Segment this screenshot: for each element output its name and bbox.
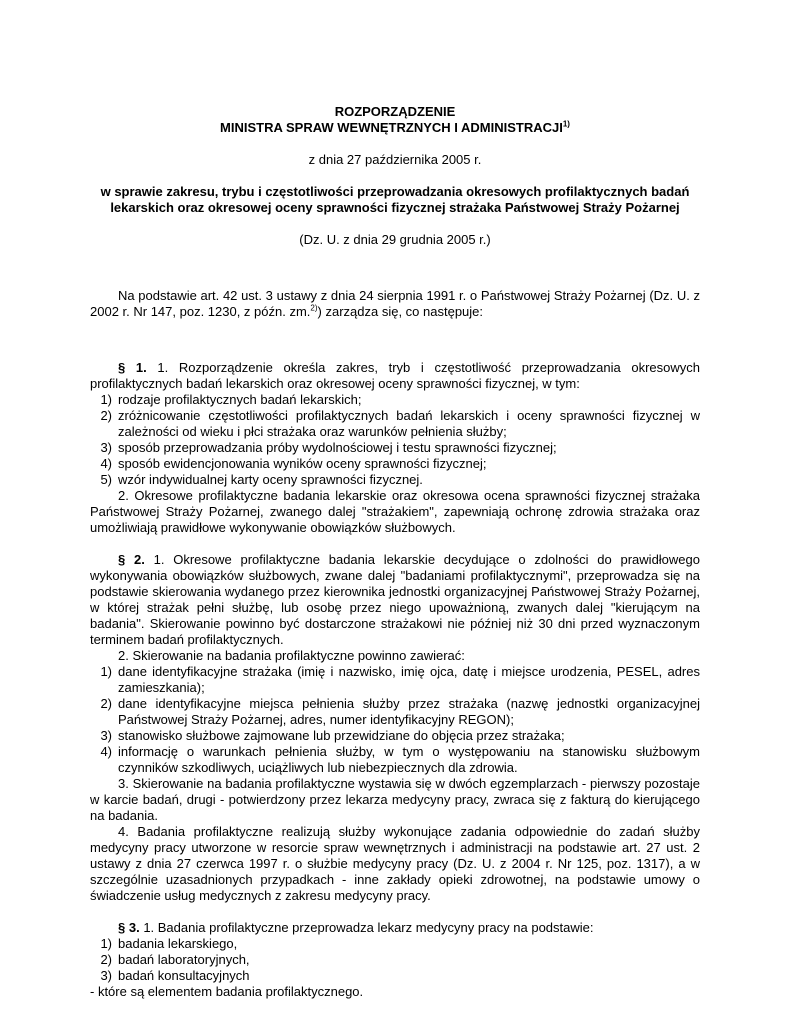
list-item [90, 936, 700, 952]
list-item [90, 744, 700, 776]
list-item [90, 968, 700, 984]
section-1-list [90, 392, 700, 488]
list-item [90, 440, 700, 456]
list-item-num: 1) [100, 664, 112, 679]
section-1-p2: 2. Okresowe profilaktyczne badania lekarskie oraz okresowa ocena sprawności fizycznej strażaka Państwowej Straży Pożarnej, zwanego dalej "strażakiem", zapewniają ochronę zdrowia strażaka oraz umożliwiają prawidłowe wykonywanie obowiązków służbowych. [90, 488, 700, 535]
list-item-text: sposób przeprowadzania próby wydolnościowej i testu sprawności fizycznej; [118, 440, 557, 455]
section-2-p1 [90, 552, 700, 648]
section-1-p1 [90, 360, 700, 392]
section-2-list [90, 664, 700, 776]
list-item-num: 2) [100, 952, 112, 967]
footnote-ref-2: 2) [310, 303, 318, 313]
list-item-text: sposób ewidencjonowania wyników oceny sprawności fizycznej; [118, 456, 487, 471]
list-item-num: 5) [100, 472, 112, 487]
section-2-p4: 4. Badania profilaktyczne realizują służby wykonujące zadania odpowiednie do zadań służby medycyny pracy utworzone w resorcie spraw wewnętrznych i administracji na podstawie art. 27 ust. 2 ustawy z dnia 27 czerwca 1997 r. o służbie medycyny pracy (Dz. U. z 2004 r. Nr 125, poz. 1317), a w szczególnie uzasadnionych przypadkach - inne zakłady opieki zdrowotnej, na podstawie umowy o świadczenie usług medycznych z zakresu medycyny pracy. [90, 824, 700, 903]
section-3-p1-text: 1. Badania profilaktyczne przeprowadza lekarz medycyny pracy na podstawie: [143, 920, 594, 935]
list-item [90, 728, 700, 744]
list-item [90, 664, 700, 696]
list-item-text: wzór indywidualnej karty oceny sprawności fizycznej. [118, 472, 423, 487]
list-item-num: 3) [100, 968, 112, 983]
list-item-num: 4) [100, 456, 112, 471]
section-3-mark: § 3. [118, 920, 140, 935]
section-1-p1-text: 1. Rozporządzenie określa zakres, tryb i częstotliwość przeprowadzania okresowych profilaktycznych badań lekarskich oraz okresowej oceny sprawności fizycznej, w tym: [90, 360, 700, 391]
doc-source: (Dz. U. z dnia 29 grudnia 2005 r.) [299, 232, 491, 247]
doc-date: z dnia 27 października 2005 r. [308, 152, 482, 167]
section-3-p1 [90, 920, 700, 936]
doc-title: ROZPORZĄDZENIE [334, 104, 456, 119]
intro-text-b: ) zarządza się, co następuje: [317, 304, 484, 319]
section-2-p1-text: 1. Okresowe profilaktyczne badania lekarskie decydujące o zdolności do prawidłowego wykonywania obowiązków służbowych, zwane dalej "badaniami profilaktycznymi", przeprowadza się na podstawie skierowania wydanego przez kierownika jednostki organizacyjnej Państwowej Straży Pożarnej, w której strażak pełni służbę, lub osobę przez niego upoważnioną, zwanych dalej "kierującym na badania". Skierowanie powinno być dostarczone strażakowi nie później niż 30 dni przed wyznaczonym terminem badań profilaktycznych. [90, 552, 700, 647]
section-3-list [90, 936, 700, 984]
list-item-num: 3) [100, 440, 112, 455]
list-item-text: dane identyfikacyjne strażaka (imię i nazwisko, imię ojca, datę i miejsce urodzenia, PESEL, adres zamieszkania); [118, 664, 700, 695]
doc-subject: w sprawie zakresu, trybu i częstotliwości przeprowadzania okresowych profilaktycznych badań lekarskich oraz okresowej oceny sprawności fizycznej strażaka Państwowej Straży Pożarnej [100, 184, 690, 215]
section-3-closing: - które są elementem badania profilaktycznego. [90, 984, 364, 999]
list-item [90, 696, 700, 728]
list-item-text: badań laboratoryjnych, [118, 952, 250, 967]
doc-issuer [90, 120, 700, 136]
section-2-p2: 2. Skierowanie na badania profilaktyczne powinno zawierać: [118, 648, 465, 663]
list-item-text: dane identyfikacyjne miejsca pełnienia służby przez strażaka (nazwę jednostki organizacyjnej Państwowej Straży Pożarnej, adres, numer identyfikacyjny REGON); [118, 696, 700, 727]
list-item-num: 4) [100, 744, 112, 759]
section-2-mark: § 2. [118, 552, 145, 567]
list-item-text: rodzaje profilaktycznych badań lekarskich; [118, 392, 362, 407]
list-item-text: badania lekarskiego, [118, 936, 238, 951]
list-item-num: 1) [100, 392, 112, 407]
list-item-num: 3) [100, 728, 112, 743]
page-content [90, 104, 700, 1000]
list-item-num: 2) [100, 696, 112, 711]
section-2-p3: 3. Skierowanie na badania profilaktyczne wystawia się w dwóch egzemplarzach - pierwszy pozostaje w karcie badań, drugi - potwierdzony przez lekarza medycyny pracy, zwraca się z fakturą do kierującego na badania. [90, 776, 700, 823]
list-item-num: 2) [100, 408, 112, 423]
list-item-num: 1) [100, 936, 112, 951]
list-item-text: stanowisko służbowe zajmowane lub przewidziane do objęcia przez strażaka; [118, 728, 565, 743]
intro-paragraph [90, 288, 700, 320]
list-item [90, 456, 700, 472]
list-item [90, 392, 700, 408]
list-item [90, 408, 700, 440]
list-item [90, 472, 700, 488]
list-item-text: zróżnicowanie częstotliwości profilaktycznych badań lekarskich i oceny sprawności fizycznej w zależności od wieku i płci strażaka oraz warunków pełnienia służby; [118, 408, 700, 439]
list-item [90, 952, 700, 968]
list-item-text: informację o warunkach pełnienia służby, w tym o występowaniu na stanowisku służbowym czynników szkodliwych, uciążliwych lub niebezpiecznych dla zdrowia. [118, 744, 700, 775]
intro-text-a: Na podstawie art. 42 ust. 3 ustawy z dnia 24 sierpnia 1991 r. o Państwowej Straży Pożarnej (Dz. U. z 2002 r. Nr 147, poz. 1230, z późn. zm. [90, 288, 700, 319]
list-item-text: badań konsultacyjnych [118, 968, 250, 983]
doc-issuer-text: MINISTRA SPRAW WEWNĘTRZNYCH I ADMINISTRACJI [220, 120, 563, 135]
footnote-ref-1: 1) [562, 119, 570, 129]
section-1-mark: § 1. [118, 360, 147, 375]
